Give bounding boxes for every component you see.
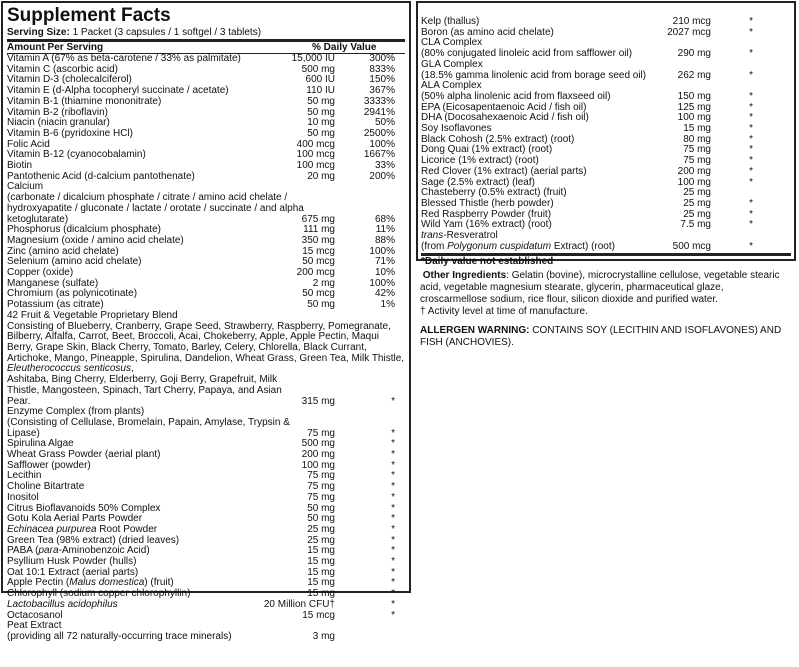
- nutrient-row: [7, 418, 405, 439]
- nutrient-amount: 15 mg: [307, 545, 335, 557]
- nutrient-row: [7, 172, 405, 183]
- nutrient-amount: 15 mg: [307, 588, 335, 600]
- nutrient-name: Ashitaba, Bing Cherry, Elderberry, Goji Berry, Grapefruit, Milk Thistle, Mangosteen, Spinach, Tart Cherry, Papaya, and Asian Pear.: [7, 374, 282, 407]
- nutrient-name: Peat Extract: [7, 620, 62, 632]
- nutrient-name: (18.5% gamma linolenic acid from borage seed oil): [421, 69, 647, 81]
- nutrient-row: [7, 611, 405, 622]
- nutrient-name: Red Clover (1% extract) (aerial parts): [421, 165, 587, 177]
- nutrient-amount: 150 mg: [677, 90, 711, 102]
- nutrient-name: Lactobacillus acidophilus: [7, 598, 118, 610]
- nutrient-name: Zinc (amino acid chelate): [7, 245, 119, 257]
- nutrient-name: (from Polygonum cuspidatum Extract) (root): [421, 240, 615, 252]
- nutrient-name: EPA (Eicosapentaenoic Acid / fish oil): [421, 101, 587, 113]
- nutrient-amount: 210 mcg: [672, 16, 711, 27]
- supplement-facts-panel: [1, 1, 411, 642]
- nutrient-amount: 290 mg: [677, 48, 711, 60]
- nutrient-name: (80% conjugated linoleic acid from safflower oil): [421, 48, 633, 60]
- nutrient-daily-value: 100%: [369, 245, 395, 257]
- nutrient-name: Black Cohosh (2.5% extract) (root): [421, 133, 575, 145]
- nutrient-row: [421, 242, 791, 253]
- nutrient-amount: 15 mcg: [302, 245, 335, 257]
- nutrient-name: Vitamin E (d-Alpha tocopheryl succinate / acetate): [7, 85, 229, 97]
- nutrient-daily-value: *: [749, 165, 753, 177]
- nutrient-amount: 50 mg: [307, 106, 335, 118]
- nutrient-name: Psyllium Husk Powder (hulls): [7, 556, 137, 568]
- nutrient-amount: 15 mg: [307, 556, 335, 568]
- nutrient-amount: 50 mg: [307, 127, 335, 139]
- serving-size-label: Serving Size:: [7, 27, 70, 38]
- footnote: *Daily value not established: [421, 253, 791, 267]
- nutrient-daily-value: *: [749, 48, 753, 60]
- nutrient-daily-value: *: [749, 240, 753, 252]
- nutrient-name: Phosphorus (dicalcium phosphate): [7, 224, 161, 236]
- nutrient-daily-value: *: [391, 491, 395, 503]
- nutrient-name: Dong Quai (1% extract) (root): [421, 144, 553, 156]
- nutrient-amount: 20 Million CFU†: [263, 598, 335, 610]
- allergen-warning: [420, 325, 790, 349]
- nutrient-amount: 75 mg: [307, 481, 335, 493]
- nutrient-name: (providing all 72 naturally-occurring trace minerals): [7, 630, 232, 642]
- ingredients-label: Other Ingredients: [422, 270, 507, 281]
- nutrient-name: Vitamin B-1 (thiamine mononitrate): [7, 95, 162, 107]
- nutrient-name: Red Raspberry Powder (fruit): [421, 208, 552, 220]
- nutrient-daily-value: 200%: [369, 170, 395, 182]
- nutrient-amount: 500 mg: [301, 63, 335, 75]
- nutrient-name: Soy Isoflavones: [421, 123, 492, 135]
- nutrient-row: [7, 150, 405, 161]
- nutrient-amount: 15,000 IU: [291, 53, 335, 64]
- nutrient-daily-value: *: [749, 144, 753, 156]
- nutrient-name: Wheat Grass Powder (aerial plant): [7, 449, 161, 461]
- nutrient-amount: 25 mg: [683, 187, 711, 199]
- nutrient-daily-value: *: [749, 69, 753, 81]
- nutrient-daily-value: *: [749, 197, 753, 209]
- nutrient-name: Folic Acid: [7, 138, 50, 150]
- daily-value-header: % Daily Value: [312, 42, 377, 53]
- nutrient-daily-value: *: [391, 502, 395, 514]
- nutrient-amount: 50 mcg: [302, 256, 335, 268]
- nutrient-name: Magnesium (oxide / amino acid chelate): [7, 234, 184, 246]
- nutrient-name: Pantothenic Acid (d-calcium pantothenate): [7, 170, 195, 182]
- nutrient-daily-value: *: [391, 481, 395, 493]
- nutrient-daily-value: 71%: [374, 256, 395, 268]
- nutrient-daily-value: *: [391, 577, 395, 589]
- nutrient-name: Vitamin B-2 (riboflavin): [7, 106, 108, 118]
- panel-title: Supplement Facts: [7, 5, 171, 26]
- nutrient-amount: 50 mcg: [302, 288, 335, 300]
- nutrient-daily-value: *: [749, 26, 753, 38]
- nutrient-amount: 75 mg: [307, 470, 335, 482]
- nutrient-daily-value: *: [391, 556, 395, 568]
- nutrient-amount: 10 mg: [307, 117, 335, 129]
- nutrient-name: Enzyme Complex (from plants): [7, 406, 145, 418]
- nutrient-daily-value: 300%: [369, 53, 395, 64]
- nutrient-amount: 2027 mcg: [667, 26, 711, 38]
- nutrient-daily-value: *: [391, 470, 395, 482]
- nutrient-name: (50% alpha linolenic acid from flaxseed oil): [421, 90, 611, 102]
- nutrient-name: Octacosanol: [7, 609, 63, 621]
- nutrient-name: Biotin: [7, 160, 33, 172]
- nutrient-name: ALA Complex: [421, 80, 482, 92]
- nutrient-amount: 75 mg: [683, 155, 711, 167]
- nutrient-name: Calcium: [7, 181, 44, 193]
- nutrient-daily-value: 833%: [369, 63, 395, 75]
- nutrient-daily-value: *: [749, 155, 753, 167]
- nutrient-daily-value: *: [391, 513, 395, 525]
- nutrient-amount: 600 IU: [305, 74, 335, 86]
- nutrient-daily-value: 3333%: [363, 95, 395, 107]
- nutrient-daily-value: *: [749, 123, 753, 135]
- nutrient-name: Kelp (thallus): [421, 16, 480, 27]
- nutrient-amount: 100 mcg: [296, 160, 335, 172]
- nutrient-amount: 200 mg: [677, 165, 711, 177]
- nutrient-name: Vitamin D-3 (cholecalciferol): [7, 74, 132, 86]
- allergen-label: ALLERGEN WARNING:: [420, 325, 530, 336]
- nutrient-daily-value: 150%: [369, 74, 395, 86]
- nutrient-amount: 50 mg: [307, 502, 335, 514]
- nutrient-daily-value: 10%: [374, 267, 395, 279]
- nutrient-amount: 500 mcg: [672, 240, 711, 252]
- nutrient-row: [7, 600, 405, 611]
- nutrient-name: Green Tea (98% extract) (dried leaves): [7, 534, 180, 546]
- nutrient-daily-value: *: [749, 176, 753, 188]
- amount-header: Amount Per Serving: [7, 42, 104, 53]
- nutrient-name: PABA (para-Aminobenzoic Acid): [7, 545, 150, 557]
- nutrient-amount: 100 mcg: [296, 149, 335, 161]
- nutrient-amount: 350 mg: [301, 234, 335, 246]
- nutrient-daily-value: *: [391, 566, 395, 578]
- nutrient-row: [7, 632, 405, 643]
- nutrient-daily-value: *: [391, 588, 395, 600]
- nutrient-name: Citrus Bioflavanoids 50% Complex: [7, 502, 161, 514]
- nutrient-daily-value: 100%: [369, 138, 395, 150]
- nutrient-amount: 262 mg: [677, 69, 711, 81]
- nutrient-name: Potassium (as citrate): [7, 299, 104, 311]
- nutrient-name: Choline Bitartrate: [7, 481, 85, 493]
- nutrient-name: 42 Fruit & Vegetable Proprietary Blend: [7, 309, 178, 321]
- nutrient-daily-value: *: [391, 523, 395, 535]
- nutrient-daily-value: 11%: [375, 224, 395, 236]
- nutrient-name: Vitamin B-12 (cyanocobalamin): [7, 149, 146, 161]
- other-ingredients: [420, 270, 790, 318]
- nutrient-name: Safflower (powder): [7, 459, 91, 471]
- nutrient-daily-value: *: [749, 208, 753, 220]
- nutrient-amount: 400 mcg: [296, 138, 335, 150]
- nutrient-amount: 675 mg: [301, 213, 335, 225]
- nutrient-name: Oat 10:1 Extract (aerial parts): [7, 566, 139, 578]
- nutrient-name: Apple Pectin (Malus domestica) (fruit): [7, 577, 174, 589]
- nutrient-amount: 20 mg: [307, 170, 335, 182]
- nutrient-name: Echinacea purpurea Root Powder: [7, 523, 158, 535]
- nutrient-name: Gotu Kola Aerial Parts Powder: [7, 513, 143, 525]
- nutrient-name: DHA (Docosahexaenoic Acid / fish oil): [421, 112, 589, 124]
- nutrient-amount: 100 mg: [301, 459, 335, 471]
- supplement-facts-continued-panel: [416, 1, 796, 268]
- nutrient-daily-value: *: [391, 438, 395, 450]
- nutrient-amount: 25 mg: [683, 197, 711, 209]
- nutrient-name: Sage (2.5% extract) (leaf): [421, 176, 535, 188]
- nutrient-daily-value: *: [391, 598, 395, 610]
- nutrient-amount: 25 mg: [307, 523, 335, 535]
- nutrient-amount: 25 mg: [307, 534, 335, 546]
- nutrient-name: Chasteberry (0.5% extract) (fruit): [421, 187, 567, 199]
- nutrient-amount: 80 mg: [683, 133, 711, 145]
- left-rows: [7, 54, 405, 643]
- nutrient-amount: 15 mg: [683, 123, 711, 135]
- nutrient-daily-value: 50%: [374, 117, 395, 129]
- nutrient-daily-value: 68%: [374, 213, 395, 225]
- nutrient-amount: 7.5 mg: [680, 219, 711, 231]
- nutrient-daily-value: *: [749, 101, 753, 113]
- nutrient-daily-value: *: [391, 459, 395, 471]
- nutrient-name: Manganese (sulfate): [7, 277, 99, 289]
- nutrient-row: [7, 461, 405, 472]
- nutrient-name: (carbonate / dicalcium phosphate / citrate / amino acid chelate / hydroxyapatite / gluconate / lactate / orotate / succinate / and alpha ketoglutarate): [7, 192, 304, 225]
- nutrient-name: Niacin (niacin granular): [7, 117, 110, 129]
- nutrient-amount: 25 mg: [683, 208, 711, 220]
- nutrient-amount: 500 mg: [301, 438, 335, 450]
- nutrient-name: Licorice (1% extract) (root): [421, 155, 539, 167]
- nutrient-amount: 100 mg: [677, 112, 711, 124]
- nutrient-daily-value: 100%: [369, 277, 395, 289]
- nutrient-daily-value: 2500%: [363, 127, 395, 139]
- nutrient-daily-value: 2941%: [363, 106, 395, 118]
- right-rows: [421, 17, 791, 252]
- nutrient-amount: 315 mg: [301, 395, 335, 407]
- nutrient-amount: 2 mg: [312, 277, 335, 289]
- nutrient-name: Selenium (amino acid chelate): [7, 256, 142, 268]
- nutrient-daily-value: *: [749, 90, 753, 102]
- serving-size-value: 1 Packet (3 capsules / 1 softgel / 3 tablets): [72, 27, 262, 38]
- nutrient-daily-value: *: [749, 219, 753, 231]
- nutrient-amount: 125 mg: [677, 101, 711, 113]
- nutrient-row: [7, 129, 405, 140]
- nutrient-name: Copper (oxide): [7, 267, 74, 279]
- nutrient-amount: 75 mg: [307, 491, 335, 503]
- nutrient-name: Blessed Thistle (herb powder): [421, 197, 554, 209]
- nutrient-amount: 3 mg: [312, 630, 335, 642]
- nutrient-daily-value: *: [391, 449, 395, 461]
- nutrient-amount: 75 mg: [307, 427, 335, 439]
- nutrient-name: Chlorophyll (sodium copper chlorophyllin): [7, 588, 191, 600]
- nutrient-row: [7, 193, 405, 225]
- nutrient-daily-value: *: [391, 427, 395, 439]
- nutrient-row: [7, 322, 405, 376]
- nutrient-daily-value: 1%: [380, 299, 395, 311]
- nutrient-daily-value: *: [391, 545, 395, 557]
- nutrient-daily-value: *: [391, 395, 395, 407]
- nutrient-daily-value: *: [391, 534, 395, 546]
- nutrient-name: Wild Yam (16% extract) (root): [421, 219, 552, 231]
- nutrient-daily-value: 367%: [369, 85, 395, 97]
- nutrient-daily-value: *: [391, 609, 395, 621]
- nutrient-amount: 75 mg: [683, 144, 711, 156]
- activity-note: † Activity level at time of manufacture.: [420, 306, 588, 317]
- nutrient-name: trans-Resveratrol: [421, 230, 498, 242]
- nutrient-name: Vitamin A (67% as beta-carotene / 33% as palmitate): [7, 53, 241, 64]
- nutrient-name: Chromium (as polynicotinate): [7, 288, 138, 300]
- nutrient-daily-value: 88%: [374, 234, 395, 246]
- nutrient-amount: 15 mg: [307, 566, 335, 578]
- nutrient-row: [7, 482, 405, 493]
- nutrient-amount: 111 mg: [303, 224, 335, 236]
- nutrient-name: Lecithin: [7, 470, 42, 482]
- nutrient-name: CLA Complex: [421, 37, 483, 49]
- nutrient-daily-value: *: [749, 16, 753, 27]
- nutrient-amount: 110 IU: [306, 85, 335, 97]
- nutrient-amount: 15 mcg: [302, 609, 335, 621]
- nutrient-daily-value: *: [749, 112, 753, 124]
- nutrient-name: (Consisting of Cellulase, Bromelain, Papain, Amylase, Trypsin & Lipase): [7, 416, 290, 439]
- nutrient-amount: 50 mg: [307, 513, 335, 525]
- nutrient-daily-value: 33%: [374, 160, 395, 172]
- serving-size: [7, 27, 405, 42]
- nutrient-amount: 50 mg: [307, 299, 335, 311]
- nutrient-amount: 200 mg: [301, 449, 335, 461]
- nutrient-name: Consisting of Blueberry, Cranberry, Grape Seed, Strawberry, Raspberry, Pomegranate, Bilberry, Alfalfa, Carrot, Beet, Broccoli, Acai, Chokeberry, Apple, Apple Pectin, Maqui Berry, Grape Skin, Black Cherry, Tomato, Barley, Celery, Chlorella, Black Currant, Artichoke, Mango, Pineapple, Spirulina, Dandelion, Wheat Grass, Green Tea, Milk Thistle, Eleutherococcus senticosus,: [7, 320, 405, 375]
- allergen-text: CONTAINS SOY (LECITHIN AND ISOFLAVONES) AND FISH (ANCHOVIES).: [420, 325, 782, 348]
- nutrient-name: GLA Complex: [421, 58, 483, 70]
- nutrient-daily-value: *: [749, 133, 753, 145]
- nutrient-name: Vitamin B-6 (pyridoxine HCl): [7, 127, 133, 139]
- nutrient-name: Inositol: [7, 491, 39, 503]
- nutrient-amount: 100 mg: [677, 176, 711, 188]
- nutrient-amount: 15 mg: [307, 577, 335, 589]
- nutrient-name: Boron (as amino acid chelate): [421, 26, 554, 38]
- ingredients-text: : Gelatin (bovine), microcrystalline cellulose, vegetable stearic acid, vegetable magnesium stearate, glycerin, pharmaceutical glaze, croscarmellose sodium, rice flour, silicon dioxide and purified water.: [420, 270, 780, 305]
- nutrient-daily-value: 1667%: [363, 149, 395, 161]
- nutrient-name: Spirulina Algae: [7, 438, 74, 450]
- nutrient-daily-value: 42%: [374, 288, 395, 300]
- nutrient-amount: 50 mg: [307, 95, 335, 107]
- nutrient-amount: 200 mcg: [296, 267, 335, 279]
- nutrient-row: [7, 375, 405, 407]
- nutrient-name: Vitamin C (ascorbic acid): [7, 63, 118, 75]
